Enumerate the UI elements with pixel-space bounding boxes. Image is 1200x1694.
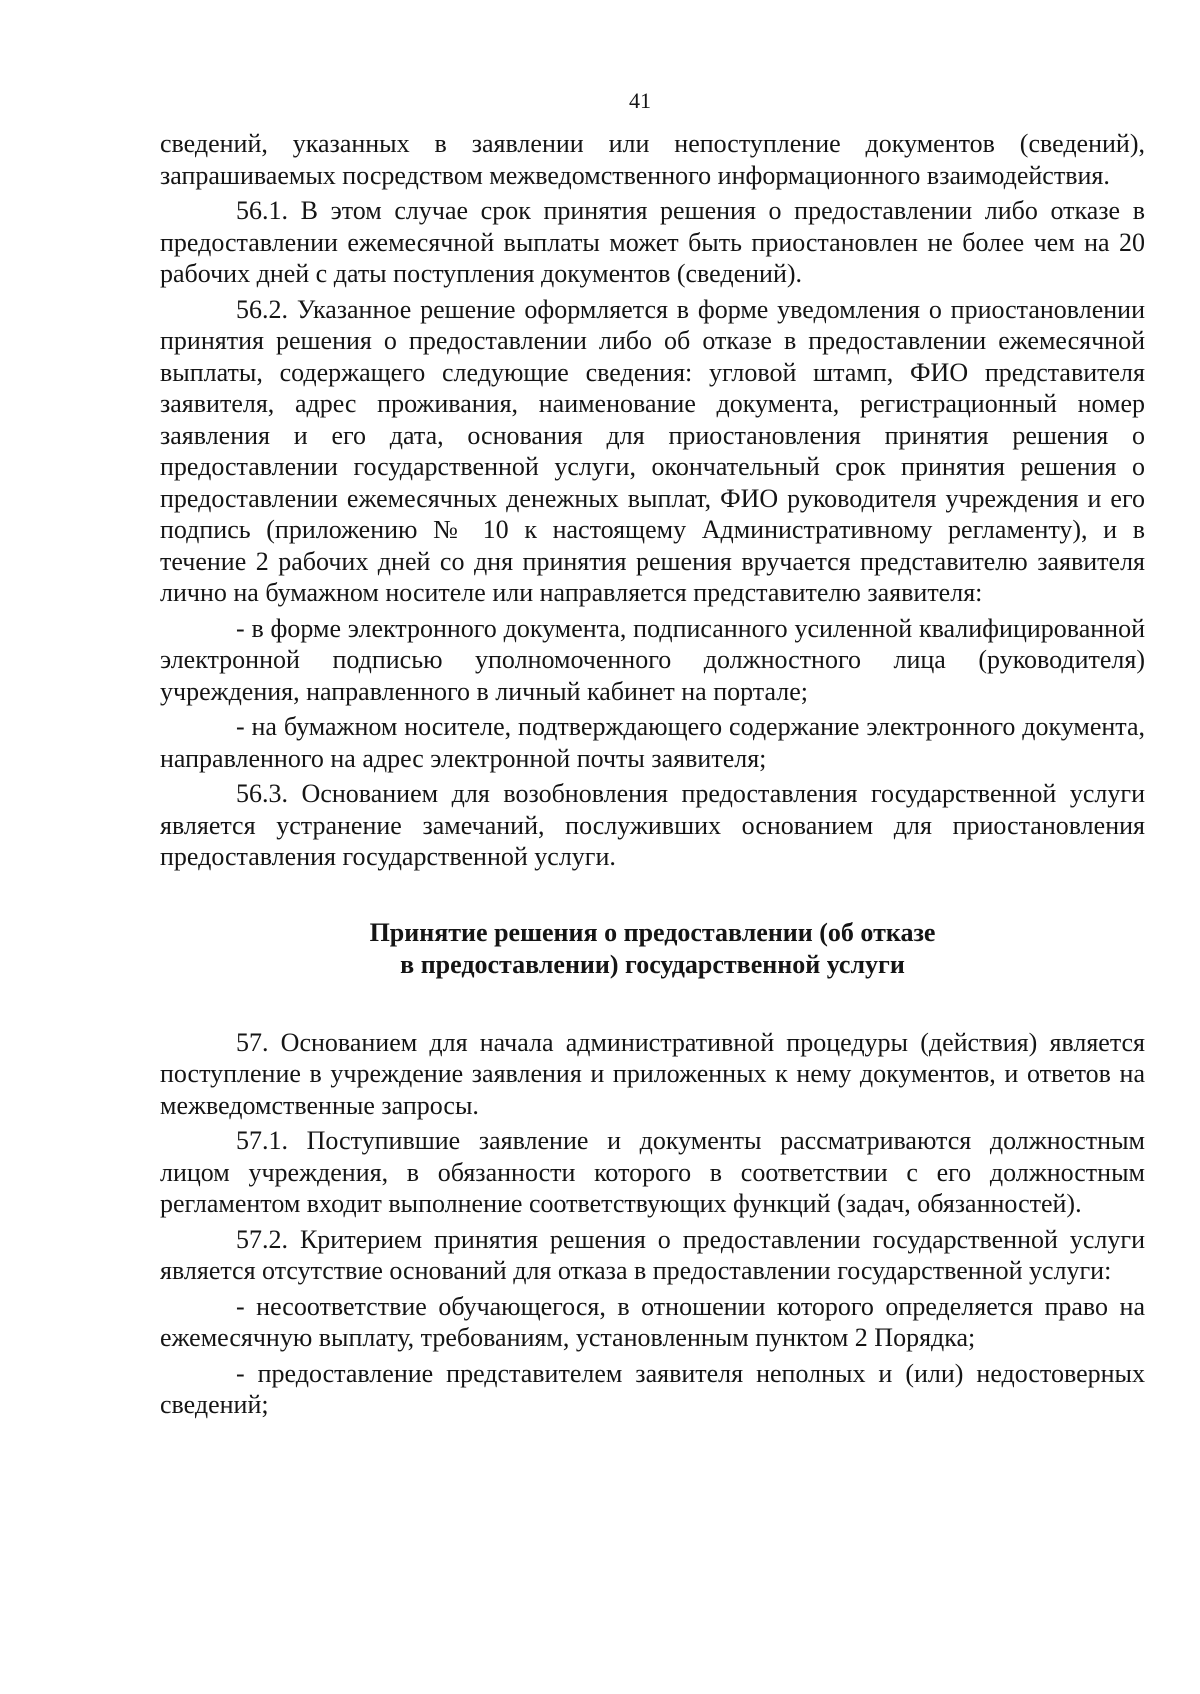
paragraph-57: 57. Основанием для начала административной процедуры (действия) является поступление в учреждение заявления и приложенных к нему документов, и ответов на межведомственные запросы. xyxy=(160,1027,1145,1120)
list-item-56-2-paper: - на бумажном носителе, подтверждающего содержание электронного документа, направленного на адрес электронной почты заявителя; xyxy=(160,712,1145,773)
page-number: 41 xyxy=(629,88,651,113)
list-item-57-2-incomplete: - предоставление представителем заявителя неполных и (или) недостоверных сведений; xyxy=(160,1358,1145,1419)
paragraph-56-2: 56.2. Указанное решение оформляется в форме уведомления о приостановлении принятия решения о предоставлении либо об отказе в предоставлении ежемесячной выплаты, содержащего следующие сведения: угловой штамп, ФИО представителя заявителя, адрес проживания, наименование документа, регистрационный номер заявления и его дата, основания для приостановления принятия решения о предоставлении государственной услуги, окончательный срок принятия решения о предоставлении ежемесячных денежных выплат, ФИО руководителя учреждения и его подпись (приложению № 10 к настоящему Административному регламенту), и в течение 2 рабочих дней со дня принятия решения вручается представителю заявителя лично на бумажном носителе или направляется представителю заявителя: xyxy=(160,294,1145,607)
list-item-57-2-mismatch: - несоответствие обучающегося, в отношении которого определяется право на ежемесячную выплату, требованиям, установленным пунктом 2 Порядка; xyxy=(160,1291,1145,1352)
section-heading xyxy=(160,917,1145,981)
list-item-56-2-electronic: - в форме электронного документа, подписанного усиленной квалифицированной электронной подписью уполномоченного должностного лица (руководителя) учреждения, направленного в личный кабинет на портале; xyxy=(160,613,1145,706)
paragraph-57-2: 57.2. Критерием принятия решения о предоставлении государственной услуги является отсутствие оснований для отказа в предоставлении государственной услуги: xyxy=(160,1224,1145,1285)
section-heading-line-2: в предоставлении) государственной услуги xyxy=(400,949,905,979)
paragraph-56-1: 56.1. В этом случае срок принятия решения о предоставлении либо отказе в предоставлении ежемесячной выплаты может быть приостановлен не более чем на 20 рабочих дней с даты поступления документов (сведений). xyxy=(160,196,1145,288)
paragraph-continuation: сведений, указанных в заявлении или непоступление документов (сведений), запрашиваемых посредством межведомственного информационного взаимодействия. xyxy=(160,129,1145,190)
paragraph-56-3: 56.3. Основанием для возобновления предоставления государственной услуги является устранение замечаний, послуживших основанием для приостановления предоставления государственной услуги. xyxy=(160,779,1145,871)
section-heading-line-1: Принятие решения о предоставлении (об отказе xyxy=(369,917,936,947)
document-body xyxy=(160,128,1145,1421)
paragraph-57-1: 57.1. Поступившие заявление и документы рассматриваются должностным лицом учреждения, в обязанности которого в соответствии с его должностным регламентом входит выполнение соответствующих функций (задач, обязанностей). xyxy=(160,1126,1145,1218)
